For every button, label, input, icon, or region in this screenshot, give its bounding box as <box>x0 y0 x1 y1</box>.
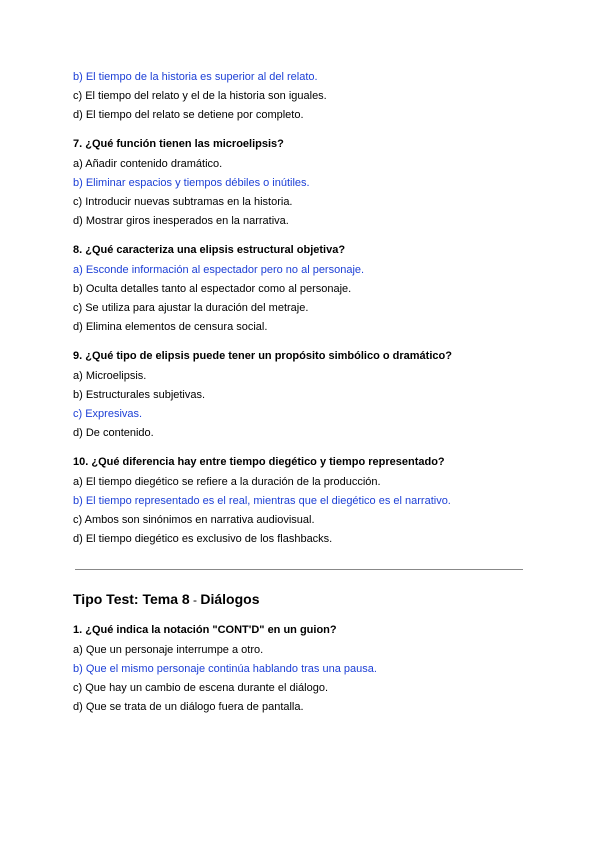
option-b: b) Estructurales subjetivas. <box>73 389 206 401</box>
question-title: 10. ¿Qué diferencia hay entre tiempo diegético y tiempo representado? <box>73 456 445 468</box>
question-8 <box>73 241 533 337</box>
option-b: b) Eliminar espacios y tiempos débiles o inútiles. <box>73 177 310 189</box>
section-divider <box>75 569 523 570</box>
question-title: 9. ¿Qué tipo de elipsis puede tener un propósito simbólico o dramático? <box>73 350 452 362</box>
question-9 <box>73 347 533 443</box>
option-d: d) El tiempo diegético es exclusivo de los flashbacks. <box>73 533 333 545</box>
question-10 <box>73 453 533 549</box>
section-title-main: Tipo Test: Tema 8 <box>73 591 190 607</box>
option-d: d) Que se trata de un diálogo fuera de pantalla. <box>73 701 304 713</box>
option-c: c) Expresivas. <box>73 408 143 420</box>
option-a: a) El tiempo diegético se refiere a la duración de la producción. <box>73 476 381 488</box>
option-d: d) Elimina elementos de censura social. <box>73 321 268 333</box>
option-c: c) El tiempo del relato y el de la historia son iguales. <box>73 90 327 102</box>
option-a: a) Esconde información al espectador pero no al personaje. <box>73 264 365 276</box>
option-a: a) Añadir contenido dramático. <box>73 158 223 170</box>
option-d: d) De contenido. <box>73 427 154 439</box>
option-c: c) Ambos son sinónimos en narrativa audiovisual. <box>73 514 315 526</box>
option-a: a) Que un personaje interrumpe a otro. <box>73 644 264 656</box>
option-c: c) Que hay un cambio de escena durante el diálogo. <box>73 682 328 694</box>
question-title: 8. ¿Qué caracteriza una elipsis estructural objetiva? <box>73 244 346 256</box>
option-b: b) El tiempo representado es el real, mientras que el diegético es el narrativo. <box>73 495 451 507</box>
question-title: 1. ¿Qué indica la notación "CONT'D" en un guion? <box>73 624 337 636</box>
question-7 <box>73 135 533 231</box>
option-c: c) Introducir nuevas subtramas en la historia. <box>73 196 293 208</box>
question-title: 7. ¿Qué función tienen las microelipsis? <box>73 138 284 150</box>
option-d: d) El tiempo del relato se detiene por completo. <box>73 109 304 121</box>
section-title-dash: - <box>189 593 201 607</box>
section-title-sub: Diálogos <box>200 591 260 607</box>
section-title <box>73 590 533 609</box>
document-page <box>73 68 533 717</box>
option-d: d) Mostrar giros inesperados en la narrativa. <box>73 215 289 227</box>
tema8-question-1 <box>73 621 533 717</box>
option-b: b) Que el mismo personaje continúa hablando tras una pausa. <box>73 663 377 675</box>
option-b: b) Oculta detalles tanto al espectador como al personaje. <box>73 283 352 295</box>
option-c: c) Se utiliza para ajustar la duración del metraje. <box>73 302 309 314</box>
option-b: b) El tiempo de la historia es superior al del relato. <box>73 71 318 83</box>
option-a: a) Microelipsis. <box>73 370 147 382</box>
question-6-tail <box>73 68 533 125</box>
